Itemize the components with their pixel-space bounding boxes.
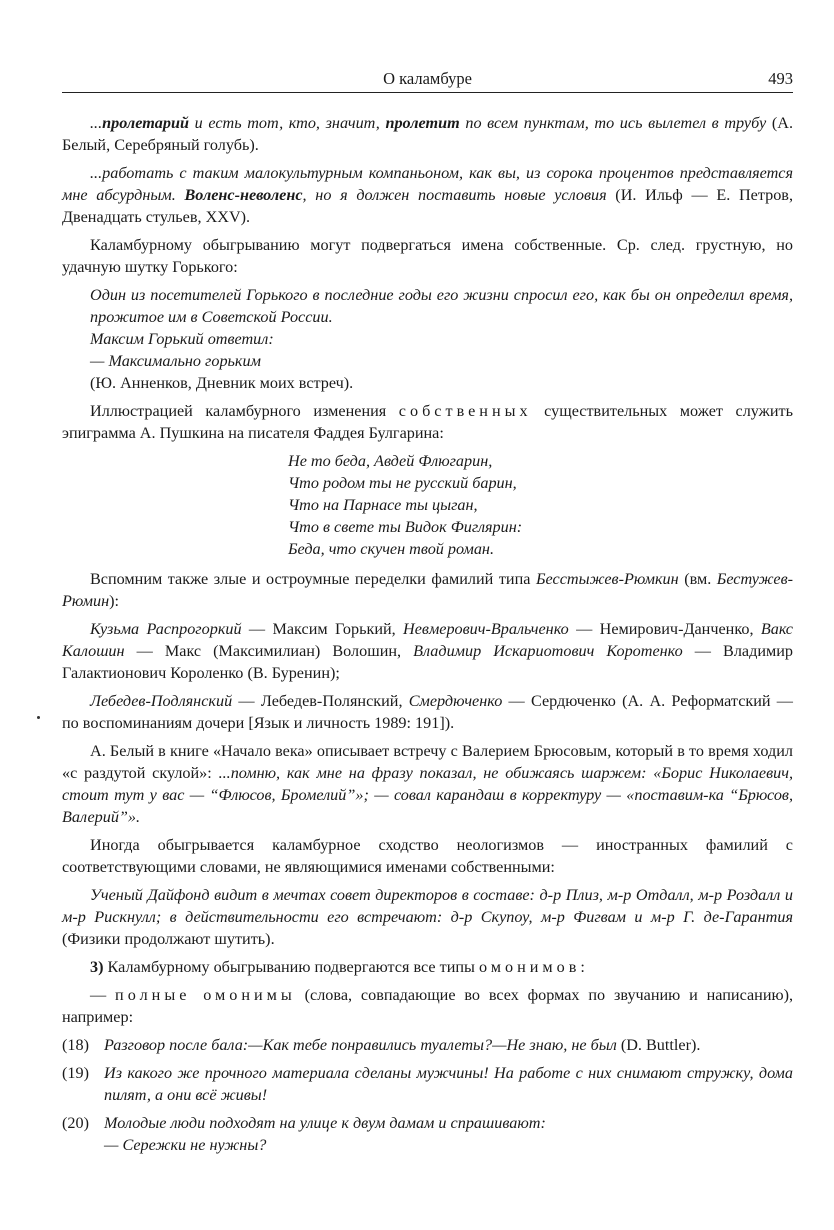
paragraph-bryusov: [62, 740, 793, 828]
text-run: Иллюстрацией каламбурного изменения: [90, 402, 399, 420]
example-number: (19): [62, 1064, 89, 1082]
poem-line: Что родом ты не русский барин,: [288, 474, 517, 492]
example-text: [104, 1112, 793, 1156]
running-title: О каламбуре: [383, 69, 472, 88]
italic-term: Вакс Калошин: [62, 620, 793, 660]
quote-bold-term: пролетит: [385, 114, 460, 132]
text-run: существительных может служить эпиграмма А. Пушкина на писателя Фаддея Булгарина:: [62, 402, 793, 442]
italic-term: Смердюченко: [408, 692, 503, 710]
italic-term: Лебедев-Подлянский: [90, 692, 233, 710]
quote-text: ...работать с таким малокультурным компаньоном, как вы, из сорока процентов представляется мне абсурдным.: [62, 164, 793, 204]
quote-source: (А. Белый, Серебряный голубь).: [62, 114, 794, 154]
text-run: — Лебедев-Полянский,: [232, 692, 409, 710]
text-run: ):: [109, 592, 120, 610]
poem-line: Беда, что скучен твой роман.: [288, 540, 494, 558]
paragraph-surnames: [62, 568, 793, 612]
spaced-term: омонимов: [478, 958, 581, 976]
paragraph-full-homonyms: [62, 984, 793, 1028]
poem-line: Что в свете ты Видок Фиглярин:: [288, 518, 523, 536]
italic-term: Бестужев-Рюмин: [62, 570, 793, 610]
example-19: [62, 1062, 793, 1106]
text-run: Каламбурному обыгрыванию подвергаются все типы: [103, 958, 479, 976]
quote-source: (D. Buttler).: [616, 1036, 701, 1054]
text-run: :: [580, 958, 585, 976]
example-line: Молодые люди подходят на улице к двум дамам и спрашивают:: [104, 1114, 546, 1132]
example-text: [104, 1034, 793, 1056]
quote-line: Один из посетителей Горького в последние годы его жизни спросил его, как бы он определил время, прожитое им в Советской России.: [90, 286, 793, 326]
italic-quote: ...помню, как мне на фразу показал, не обижаясь шаржем: «Борис Николаевич, стоит тут у вас — “Флюсов, Бромелий”»; — совал карандаш в корректуру — «поставим-ка “Брюсов, Валерий”».: [62, 764, 794, 826]
example-physicists: [62, 884, 793, 950]
example-line: — Сережки не нужны?: [104, 1136, 267, 1154]
quote-ilf-petrov: [62, 162, 793, 228]
quote-bold-term: пролетарий: [102, 114, 189, 132]
quote-bold-term: Воленс-неволенс: [184, 186, 303, 204]
text-run: — Немирович-Данченко,: [568, 620, 761, 638]
quote-source: (И. Ильф — Е. Петров, Двенадцать стульев, XXV).: [62, 186, 793, 226]
italic-quote: Ученый Дайфонд видит в мечтах совет директоров в составе: д-р Плиз, м-р Отдалл, м-р Роздалл и м-р Рискнулл; в действительности его встречают: д-р Скупоу, м-р Фигвам и м-р Г. де-Гарантия: [62, 886, 793, 926]
italic-term: Кузьма Распрогоркий: [90, 620, 242, 638]
spaced-term: полные омонимы: [115, 986, 296, 1004]
text-run: — Максим Горький,: [241, 620, 404, 638]
italic-term: Владимир Искариотович Коротенко: [413, 642, 683, 660]
page-number: 493: [768, 69, 793, 88]
example-number: (20): [62, 1114, 89, 1132]
quote-line: — Максимально горьким: [90, 352, 261, 370]
example-20: [62, 1112, 793, 1156]
quote-text: по всем пунктам, то ись вылетел в трубу: [459, 114, 767, 132]
quote-source: (Ю. Анненков, Дневник моих встреч).: [90, 374, 354, 392]
example-text: Из какого же прочного материала сделаны мужчины! На работе с них снимают стружку, дома пилят, а они всё живы!: [104, 1064, 793, 1104]
example-number: (18): [62, 1036, 89, 1054]
text-run: (вм.: [678, 570, 717, 588]
text-run: А. Белый в книге «Начало века» описывает встречу с Валерием Брюсовым, который в то время ходил «с раздутой скулой»:: [62, 742, 793, 782]
paragraph-illustration: [62, 400, 793, 444]
paragraph-proper-names: Каламбурному обыгрыванию могут подвергаться имена собственные. Ср. след. грустную, но удачную шутку Горького:: [62, 236, 793, 276]
quote-text: и есть тот, кто, значит,: [189, 114, 386, 132]
poem-line: Что на Парнасе ты цыган,: [288, 496, 478, 514]
text-run: —: [90, 986, 116, 1004]
text-run: (слова, совпадающие во всех формах по звучанию и написанию), например:: [62, 986, 794, 1026]
example-reformatsky: [62, 690, 793, 734]
list-label: 3): [90, 958, 104, 976]
paragraph-neologisms: Иногда обыгрывается каламбурное сходство неологизмов — иностранных фамилий с соответствующими словами, не являющимися именами собственными:: [62, 836, 793, 876]
italic-quote: Разговор после бала:—Как тебе понравились туалеты?—Не знаю, не был: [104, 1036, 617, 1054]
paragraph-homonyms: [62, 956, 793, 978]
running-header: [62, 66, 793, 93]
pushkin-epigram: [288, 450, 793, 560]
page-body: [62, 112, 793, 1162]
italic-term: Бесстыжев-Рюмкин: [535, 570, 679, 588]
margin-mark: [37, 716, 40, 719]
text-run: — Сердюченко (А. А. Реформатский — по воспоминаниям дочери [Язык и личность 1989: 191]).: [62, 692, 793, 732]
quote-source: (Физики продолжают шутить).: [62, 930, 275, 948]
italic-term: Невмерович-Вральченко: [403, 620, 569, 638]
text-run: — Макс (Максимилиан) Волошин,: [124, 642, 414, 660]
spaced-term: собственных: [398, 402, 532, 420]
text-run: Вспомним также злые и остроумные переделки фамилий типа: [90, 570, 536, 588]
poem-line: Не то беда, Авдей Флюгарин,: [288, 452, 493, 470]
text-run: — Владимир Галактионович Короленко (В. Буренин);: [62, 642, 794, 682]
example-18: [62, 1034, 793, 1056]
quote-text: , но я должен поставить новые условия: [302, 186, 607, 204]
example-burenin: [62, 618, 793, 684]
quote-gorky: [90, 284, 793, 394]
quote-lead: ...: [90, 114, 103, 132]
quote-line: Максим Горький ответил:: [90, 330, 274, 348]
quote-bely: [62, 112, 793, 156]
